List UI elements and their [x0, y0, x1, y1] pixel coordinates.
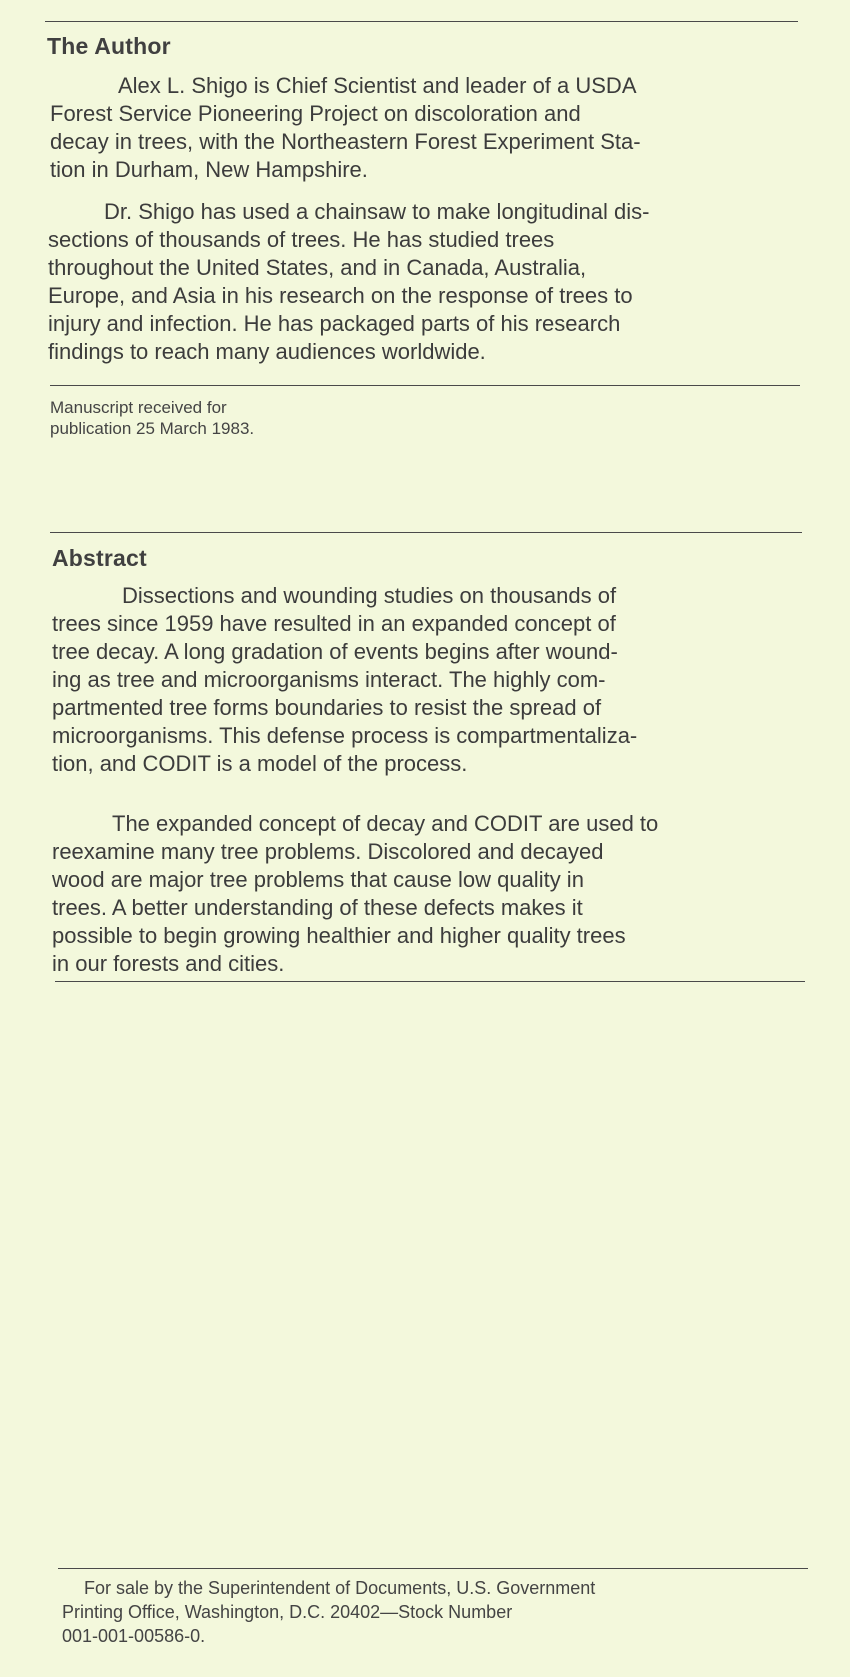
manuscript-note [50, 397, 254, 439]
text-line: possible to begin growing healthier and higher quality trees [52, 923, 626, 948]
text-line: tion in Durham, New Hampshire. [50, 157, 368, 182]
author-top-rule [45, 21, 798, 22]
text-line: 001-001-00586-0. [62, 1626, 206, 1646]
text-line: Forest Service Pioneering Project on discoloration and [50, 101, 581, 126]
text-line: sections of thousands of trees. He has studied trees [48, 227, 555, 252]
text-line: microorganisms. This defense process is compartmentaliza- [52, 723, 638, 748]
footer-rule [58, 1568, 808, 1569]
abstract-heading: Abstract [52, 545, 147, 571]
text-line: Printing Office, Washington, D.C. 20402—Stock Number [62, 1602, 513, 1622]
text-line: tion, and CODIT is a model of the process. [52, 751, 468, 776]
author-paragraph-1 [50, 72, 641, 184]
footer-sale-notice [62, 1576, 595, 1648]
text-line: findings to reach many audiences worldwide. [48, 339, 486, 364]
text-line: For sale by the Superintendent of Documents, U.S. Government [84, 1578, 596, 1598]
text-line: in our forests and cities. [52, 951, 285, 976]
text-line: Alex L. Shigo is Chief Scientist and leader of a USDA [118, 73, 637, 98]
text-line: trees since 1959 have resulted in an expanded concept of [52, 611, 616, 636]
text-line: trees. A better understanding of these defects makes it [52, 895, 583, 920]
text-line: decay in trees, with the Northeastern Forest Experiment Sta- [50, 129, 641, 154]
text-line: Europe, and Asia in his research on the response of trees to [48, 283, 633, 308]
text-line: publication 25 March 1983. [50, 419, 255, 438]
abstract-top-rule [50, 532, 802, 533]
text-line: reexamine many tree problems. Discolored and decayed [52, 839, 604, 864]
text-line: The expanded concept of decay and CODIT are used to [112, 811, 659, 836]
text-line: Dissections and wounding studies on thousands of [122, 583, 617, 608]
text-line: ing as tree and microorganisms interact. The highly com- [52, 667, 606, 692]
text-line: wood are major tree problems that cause low quality in [52, 867, 584, 892]
text-line: injury and infection. He has packaged parts of his research [48, 311, 621, 336]
abstract-paragraph-2 [52, 810, 658, 978]
abstract-bottom-rule [55, 981, 805, 982]
text-line: tree decay. A long gradation of events begins after wound- [52, 639, 618, 664]
text-line: Dr. Shigo has used a chainsaw to make longitudinal dis- [104, 199, 650, 224]
abstract-paragraph-1 [52, 582, 637, 778]
author-heading: The Author [47, 33, 171, 59]
text-line: throughout the United States, and in Canada, Australia, [48, 255, 587, 280]
author-paragraph-2 [48, 198, 649, 366]
text-line: Manuscript received for [50, 398, 227, 417]
text-line: partmented tree forms boundaries to resist the spread of [52, 695, 602, 720]
author-bottom-rule [50, 385, 800, 386]
